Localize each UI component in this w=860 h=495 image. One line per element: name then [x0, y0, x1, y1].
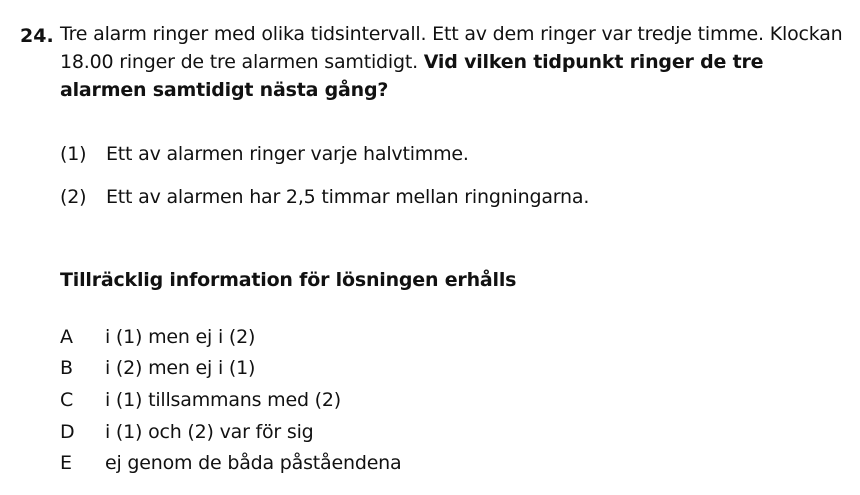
question-stem-bold: Vid vilken tidpunkt ringer de tre alarmen samtidigt nästa gång?: [60, 51, 764, 101]
statement-1-number: (1): [60, 143, 87, 165]
option-c-text: i (1) tillsammans med (2): [105, 389, 341, 411]
option-d[interactable]: [60, 418, 314, 446]
option-b[interactable]: [60, 354, 255, 382]
option-a[interactable]: [60, 323, 255, 351]
statement-1-text: Ett av alarmen ringer varje halvtimme.: [106, 143, 469, 165]
option-e-text: ej genom de båda påståendena: [105, 452, 402, 474]
question-stem: [60, 20, 850, 104]
option-c[interactable]: [60, 386, 341, 414]
statement-2: [60, 183, 589, 211]
option-e[interactable]: [60, 449, 401, 477]
option-d-text: i (1) och (2) var för sig: [105, 421, 314, 443]
statement-2-text: Ett av alarmen har 2,5 timmar mellan ringningarna.: [106, 186, 590, 208]
option-a-text: i (1) men ej i (2): [105, 326, 256, 348]
instruction-heading: Tillräcklig information för lösningen erhålls: [60, 269, 517, 291]
option-b-text: i (2) men ej i (1): [105, 357, 256, 379]
question-stem-text: Tre alarm ringer med olika tidsintervall. Ett av dem ringer var tredje timme. Klockan 18.00 ringer de tre alarmen samtidigt.: [60, 23, 843, 73]
statement-1: [60, 140, 469, 168]
statement-2-number: (2): [60, 186, 87, 208]
option-c-letter: C: [60, 389, 74, 411]
question-number: 24.: [20, 25, 54, 47]
option-d-letter: D: [60, 421, 75, 443]
option-e-letter: E: [60, 452, 72, 474]
option-b-letter: B: [60, 357, 73, 379]
option-a-letter: A: [60, 326, 73, 348]
